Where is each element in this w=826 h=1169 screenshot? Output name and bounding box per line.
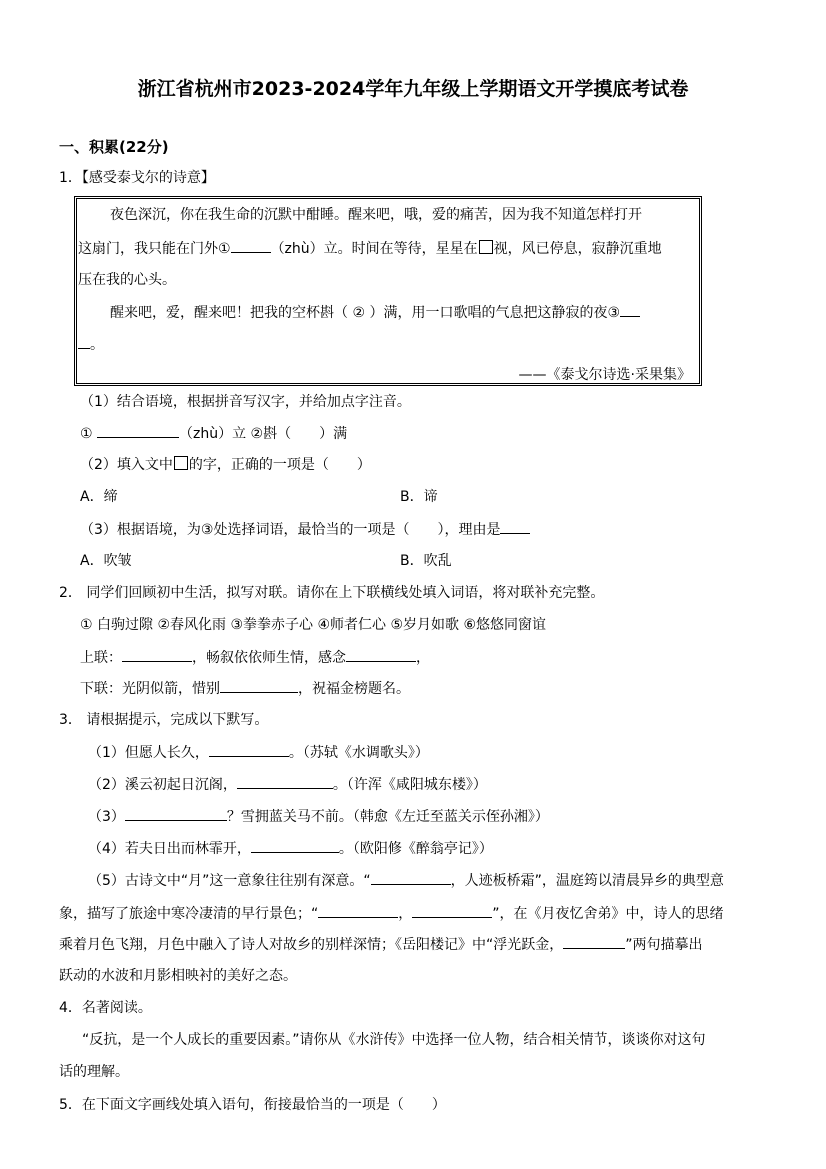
couplet-text: 上联： <box>80 650 122 666</box>
answer-blank[interactable] <box>412 903 492 918</box>
couplet-text: 下联：光阴似箭，惜别 <box>80 681 220 697</box>
q1-part-3 <box>80 519 530 540</box>
poem-line-5 <box>78 334 104 355</box>
empty-box-glyph <box>174 456 188 470</box>
q1-part-3-option-b[interactable]: B．吹乱 <box>400 553 452 569</box>
couplet-text: ，畅叙依依师生情，感念 <box>192 650 346 666</box>
poem-text: 这扇门，我只能在门外① <box>78 241 231 257</box>
q1-part-3-option-a[interactable]: A．吹皱 <box>80 553 132 569</box>
item-text: 。（苏轼《水调歌头》） <box>288 745 429 761</box>
item-text: ，人迹板桥霜”，温庭筠以清晨异乡的典型意 <box>450 873 724 889</box>
section-heading: 一、积累(22分) <box>59 138 169 156</box>
answer-blank[interactable] <box>125 806 227 821</box>
item-text: 乘着月色飞翔，月色中融入了诗人对故乡的别样深情；《岳阳楼记》中“浮光跃金， <box>59 937 564 953</box>
question-text: （2）填入文中 <box>80 457 173 473</box>
question-text: 的字，正确的一项是（ ） <box>188 457 371 473</box>
q3-item-5-line-1 <box>88 870 724 891</box>
answer-blank[interactable] <box>220 678 298 693</box>
empty-box-glyph <box>479 240 493 254</box>
blank-line <box>231 238 271 253</box>
item-text: （4）若夫日出而林霏开， <box>88 841 251 857</box>
q1-part-1: （1）结合语境，根据拼音写汉字，并给加点字注音。 <box>80 394 411 410</box>
q2-options: ① 白驹过隙 ②春风化雨 ③拳拳赤子心 ④师者仁心 ⑤岁月如歌 ⑥悠悠同窗谊 <box>80 617 547 633</box>
answer-blank[interactable] <box>237 774 333 789</box>
q4-body-line-2: 话的理解。 <box>59 1064 129 1080</box>
page-title: 浙江省杭州市2023-2024学年九年级上学期语文开学摸底考试卷 <box>137 78 689 100</box>
q3-item-5-line-4: 跃动的水波和月影相映衬的美好之态。 <box>59 968 297 984</box>
poem-text: 。 <box>90 337 104 353</box>
item-text: （1）但愿人长久， <box>88 745 209 761</box>
blank-line <box>78 334 90 349</box>
q2-lower-couplet <box>80 678 410 699</box>
couplet-text: ， <box>416 650 430 666</box>
answer-text: （zhù）立 ②斟（ ）满 <box>179 426 348 442</box>
answer-blank[interactable] <box>97 423 179 438</box>
blank-line <box>620 302 640 317</box>
item-text: ？雪拥蓝关马不前。（韩愈《左迁至蓝关示侄孙湘》） <box>226 809 549 825</box>
q3-item-5-line-2 <box>59 903 724 924</box>
poem-text: 视，风已停息，寂静沉重地 <box>493 241 662 257</box>
item-text: ”，在《月夜忆舍弟》中，诗人的思绪 <box>492 906 724 922</box>
item-text: 象，描写了旅途中寒冷凄清的早行景色；“ <box>59 906 319 922</box>
q3-item-3 <box>88 806 549 827</box>
answer-blank[interactable] <box>251 838 339 853</box>
item-text: 。（许浑《咸阳城东楼》） <box>332 777 487 793</box>
answer-label: ① <box>80 426 93 442</box>
item-text: （5）古诗文中“月”这一意象往往别有深意。“ <box>88 873 371 889</box>
answer-blank[interactable] <box>318 903 398 918</box>
q4-body-line-1: “反抗，是一个人成长的重要因素。”请你从《水浒传》中选择一位人物，结合相关情节，谈谈你对这句 <box>82 1032 706 1048</box>
answer-blank[interactable] <box>346 647 416 662</box>
question-4-heading: 4．名著阅读。 <box>59 1000 152 1016</box>
question-5-heading: 5．在下面文字画线处填入语句，衔接最恰当的一项是（ ） <box>59 1097 446 1113</box>
poem-line-1: 夜色深沉，你在我生命的沉默中酣睡。醒来吧，哦，爱的痛苦，因为我不知道怎样打开 <box>110 207 642 223</box>
q2-upper-couplet <box>80 647 430 668</box>
item-text: 。（欧阳修《醉翁亭记》） <box>338 841 493 857</box>
answer-blank[interactable] <box>371 870 451 885</box>
item-text: （3） <box>88 809 125 825</box>
poem-line-3: 压在我的心头。 <box>78 272 176 288</box>
poem-line-4 <box>110 302 640 323</box>
answer-blank[interactable] <box>500 519 530 534</box>
item-text: （2）溪云初起日沉阁， <box>88 777 237 793</box>
q1-part-2-option-a[interactable]: A．缔 <box>80 489 118 505</box>
question-1-heading: 1．【感受泰戈尔的诗意】 <box>59 170 215 186</box>
answer-blank[interactable] <box>122 647 192 662</box>
q3-item-4 <box>88 838 493 859</box>
item-text: ， <box>398 906 413 922</box>
question-text: （3）根据语境，为③处选择词语，最恰当的一项是（ ），理由是 <box>80 522 501 538</box>
q1-part-2-option-b[interactable]: B．谛 <box>400 489 438 505</box>
q3-item-5-line-3 <box>59 934 703 955</box>
poem-text: 醒来吧，爱，醒来吧！把我的空杯斟（ ② ）满，用一口歌唱的气息把这静寂的夜③ <box>110 305 620 321</box>
answer-blank[interactable] <box>209 742 289 757</box>
q1-part-1-answer <box>80 423 347 444</box>
q3-item-2 <box>88 774 487 795</box>
poem-source: ——《泰戈尔诗选·采果集》 <box>518 367 691 383</box>
question-2-heading: 2． 同学们回顾初中生活，拟写对联。请你在上下联横线处填入词语，将对联补充完整。 <box>59 585 605 601</box>
poem-line-2 <box>78 238 662 259</box>
couplet-text: ，祝福金榜题名。 <box>298 681 410 697</box>
item-text: ”两句描摹出 <box>625 937 703 953</box>
question-3-heading: 3． 请根据提示，完成以下默写。 <box>59 712 269 728</box>
q3-item-1 <box>88 742 429 763</box>
q1-part-2 <box>80 455 371 475</box>
poem-text: （zhù）立。时间在等待，星星在 <box>270 241 478 257</box>
answer-blank[interactable] <box>563 934 625 949</box>
